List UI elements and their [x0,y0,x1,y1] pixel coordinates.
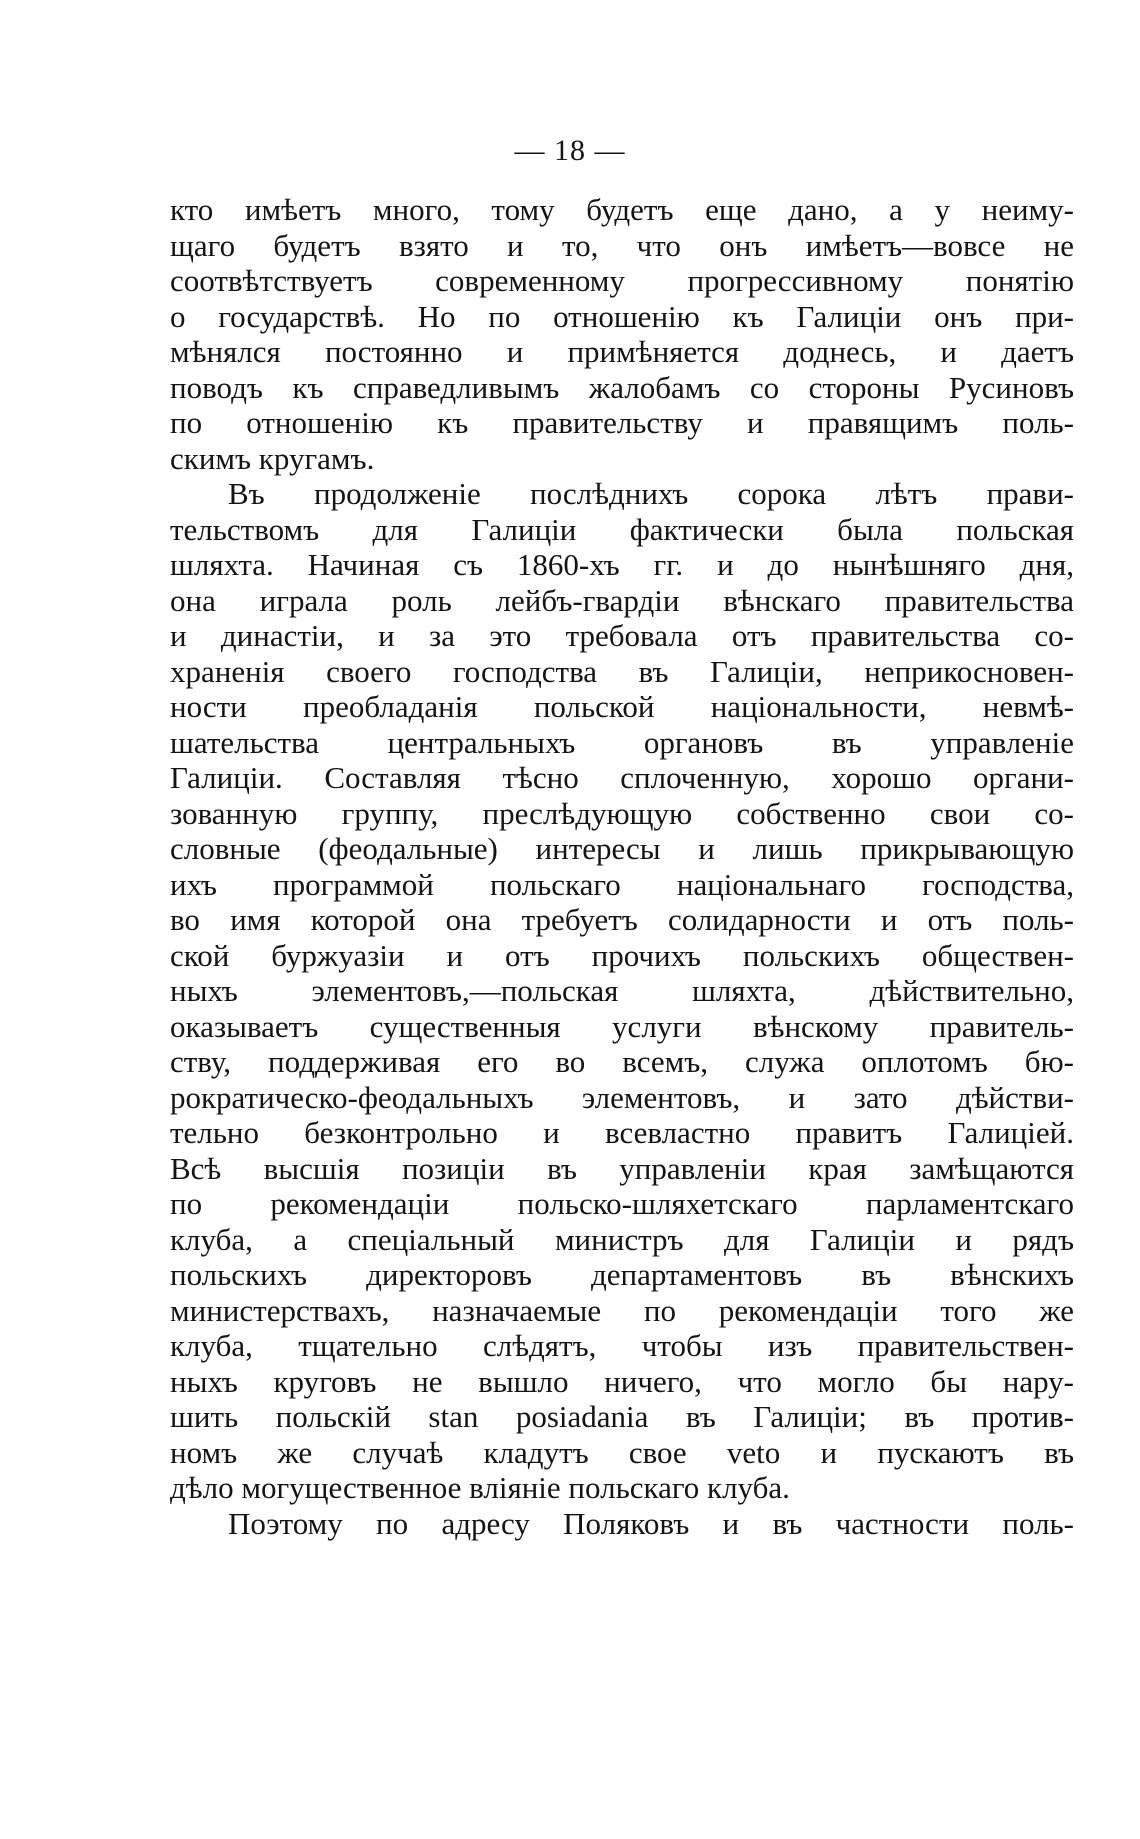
text-line: ихъ программой польскаго національнаго господства, [170,866,1074,902]
text-line: ству, поддерживая его во всемъ, служа оплотомъ бю- [170,1044,1074,1079]
text-line: тельствомъ для Галиціи фактически была польская [170,511,1074,547]
text-line: мѣнялся постоянно и примѣняется доднесь, и даетъ [170,334,1074,369]
text-line: во имя которой она требуетъ солидарности и отъ поль- [170,902,1074,937]
text-line: по рекомендаціи польско-шляхетскаго парламентскаго [170,1186,1074,1221]
text-line: шательства центральныхъ органовъ въ управленіе [170,724,1074,760]
text-line: о государствѣ. Но по отношенію къ Галиціи онъ при- [170,298,1074,334]
text-line: министерствахъ, назначаемые по рекомендаціи того же [170,1292,1074,1328]
text-line: Всѣ высшія позиціи въ управленіи края замѣщаются [170,1150,1074,1186]
page-number: — 18 — [514,134,626,167]
text-line: шляхта. Начиная съ 1860-хъ гг. и до нынѣшняго дня, [170,547,1074,582]
text-line: Въ продолженіе послѣднихъ сорока лѣтъ прави- [228,476,1074,511]
text-line: номъ же случаѣ кладутъ свое veto и пускаютъ въ [170,1434,1074,1470]
text-line: скимъ кругамъ. [170,440,375,476]
text-line: храненія своего господства въ Галиціи, неприкосновен- [170,653,1074,689]
text-line: словные (феодальные) интересы и лишь прикрывающую [170,831,1074,866]
text-line: соотвѣтствуетъ современному прогрессивному понятію [170,263,1074,298]
paragraph-1 [170,192,1074,476]
text-line: Поэтому по адресу Поляковъ и въ частности поль- [228,1505,1074,1541]
text-line: ныхъ элементовъ,—польская шляхта, дѣйствительно, [170,973,1074,1008]
text-line: клуба, тщательно слѣдятъ, чтобы изъ правительствен- [170,1328,1074,1363]
text-line: и династіи, и за это требовала отъ правительства со- [170,618,1074,653]
text-line: кто имѣетъ много, тому будетъ еще дано, а у неиму- [170,192,1074,227]
text-line: щаго будетъ взято и то, что онъ имѣетъ—вовсе не [170,227,1074,263]
text-line: ской буржуазіи и отъ прочихъ польскихъ обществен- [170,937,1074,973]
paragraph-2 [170,476,1074,1506]
text-line: дѣло могущественное вліяніе польскаго клуба. [170,1470,790,1505]
text-line: Галиціи. Составляя тѣсно сплоченную, хорошо органи- [170,760,1074,795]
text-line: по отношенію къ правительству и правящимъ поль- [170,405,1074,440]
text-line: оказываетъ существенныя услуги вѣнскому правитель- [170,1008,1074,1044]
paragraph-3 [170,1506,1074,1542]
text-line: польскихъ директоровъ департаментовъ въ вѣнскихъ [170,1257,1074,1292]
text-line: клуба, а спеціальный министръ для Галиціи и рядъ [170,1221,1074,1257]
text-line: она играла роль лейбъ-гвардіи вѣнскаго правительства [170,582,1074,618]
body-text [170,192,1074,1541]
text-line: ныхъ круговъ не вышло ничего, что могло бы нару- [170,1363,1074,1399]
text-line: зованную группу, преслѣдующую собственно свои со- [170,795,1074,831]
text-line: рократическо-феодальныхъ элементовъ, и зато дѣйстви- [170,1079,1074,1115]
text-line: шить польскій stan posiadania въ Галиціи; въ против- [170,1399,1074,1434]
text-line: поводъ къ справедливымъ жалобамъ со стороны Русиновъ [170,369,1074,405]
text-line: тельно безконтрольно и всевластно правитъ Галиціей. [170,1115,1074,1150]
text-line: ности преобладанія польской національности, невмѣ- [170,689,1074,724]
